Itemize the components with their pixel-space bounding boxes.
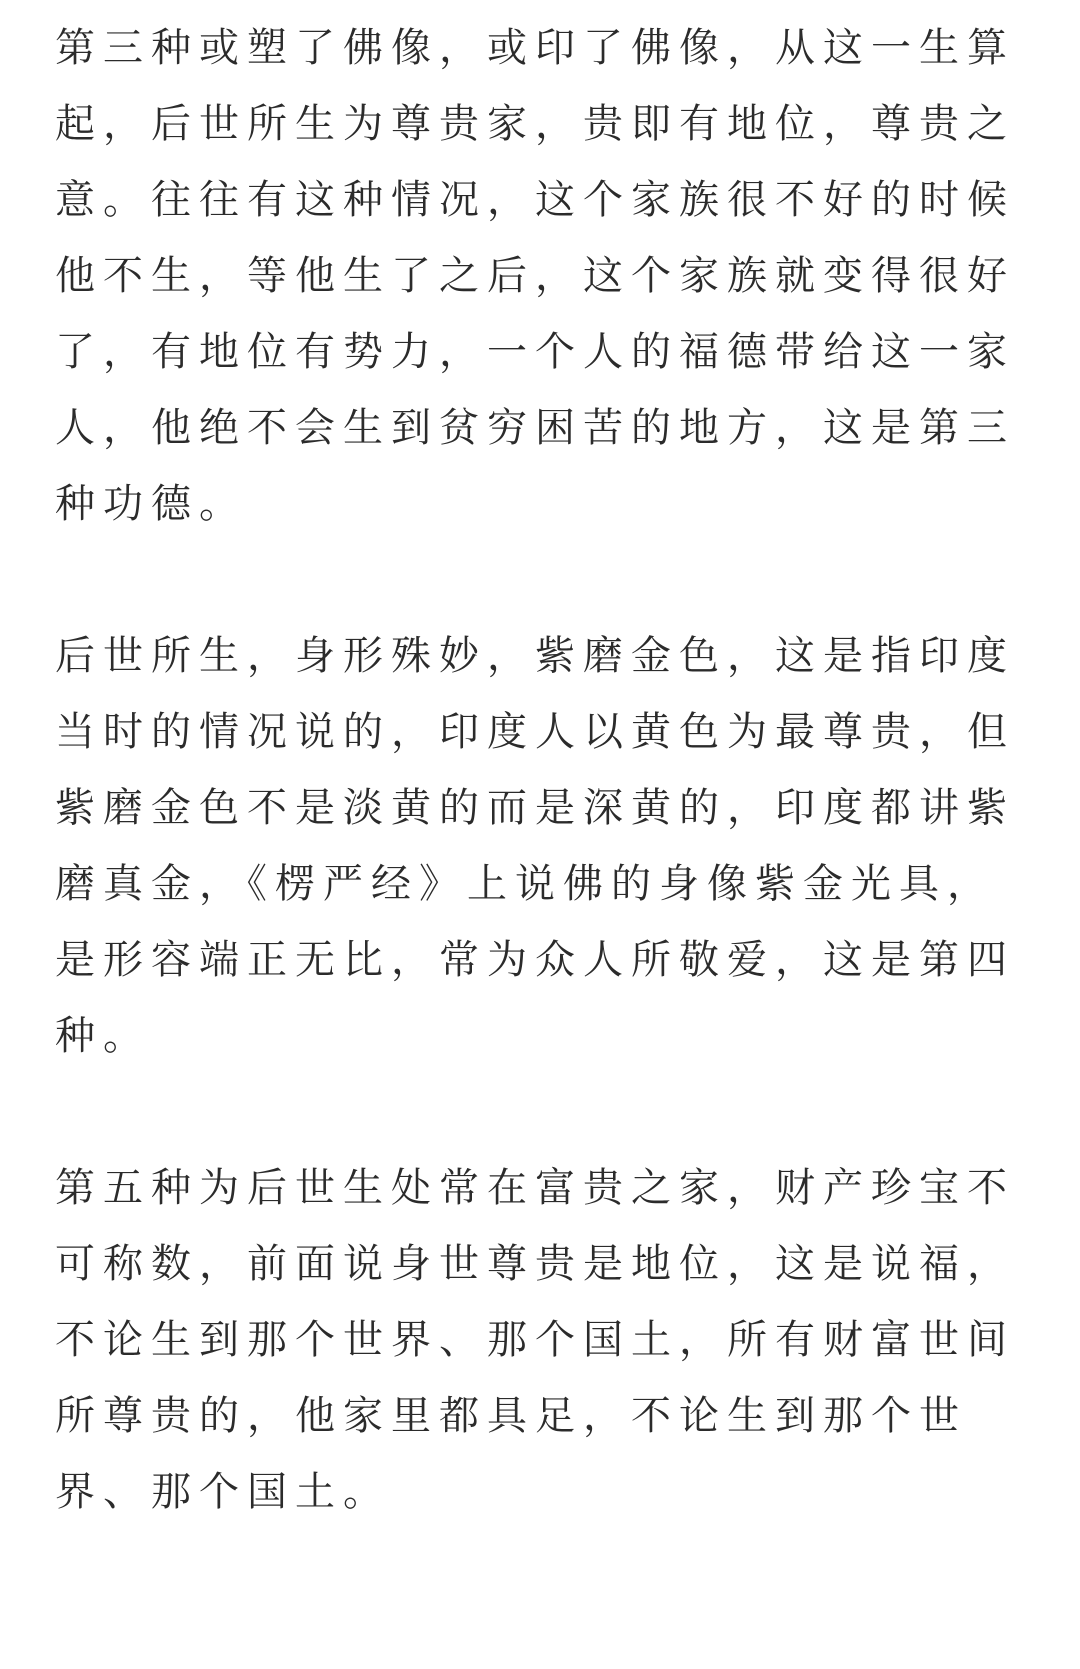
paragraph-fourth-merit: 后世所生，身形殊妙，紫磨金色，这是指印度当时的情况说的，印度人以黄色为最尊贵，但紫磨金色不是淡黄的而是深黄的，印度都讲紫磨真金，《楞严经》上说佛的身像紫金光具，是形容端正无比，常为众人所敬爱，这是第四种。 [55, 633, 1015, 1059]
paragraph-third-merit: 第三种或塑了佛像，或印了佛像，从这一生算起，后世所生为尊贵家，贵即有地位，尊贵之意。往往有这种情况，这个家族很不好的时候他不生，等他生了之后，这个家族就变得很好了，有地位有势力，一个人的福德带给这一家人，他绝不会生到贫穷困苦的地方，这是第三种功德。 [55, 25, 1015, 527]
article-body [55, 10, 1015, 1530]
paragraph-fifth-merit: 第五种为后世生处常在富贵之家，财产珍宝不可称数，前面说身世尊贵是地位，这是说福，不论生到那个世界、那个国土，所有财富世间所尊贵的，他家里都具足，不论生到那个世界、那个国土。 [55, 1165, 1015, 1515]
